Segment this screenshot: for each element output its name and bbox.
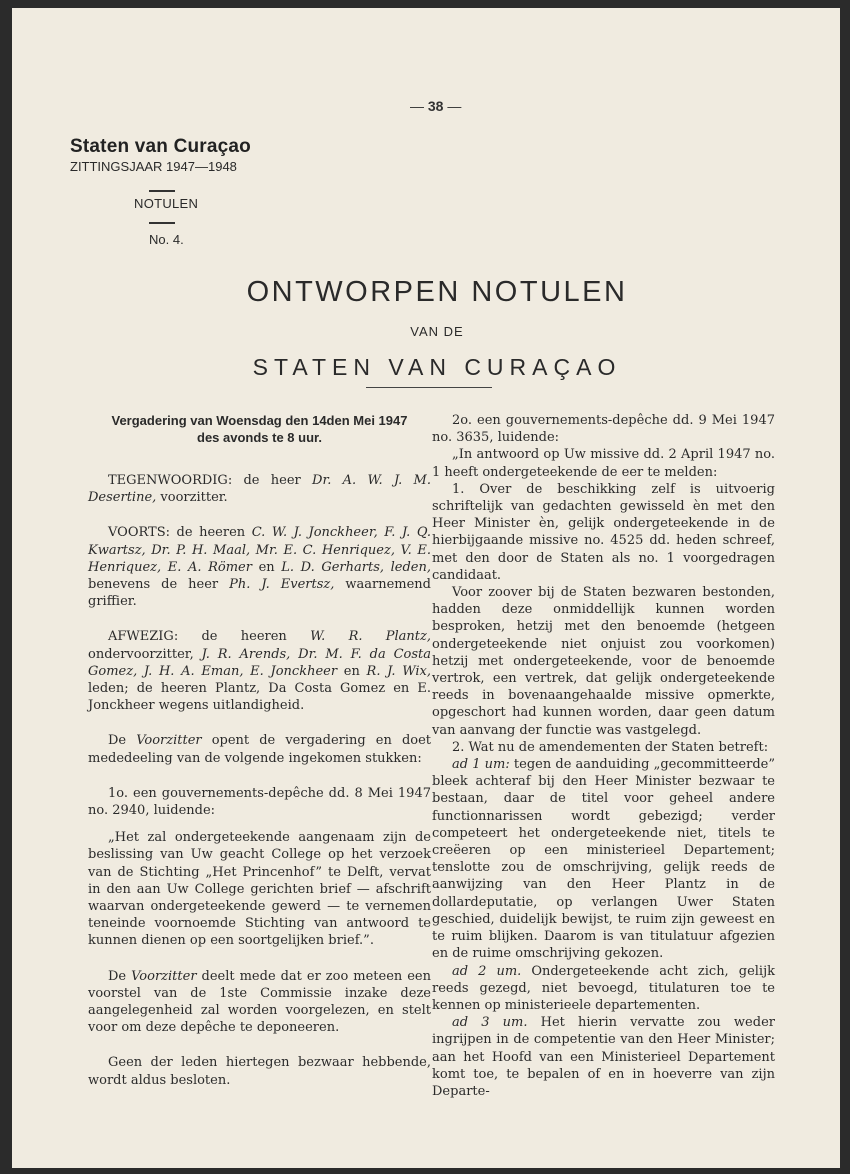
header-divider (149, 222, 175, 224)
issue-number: No. 4. (149, 232, 184, 247)
attendance-further: VOORTS: de heeren C. W. J. Jonckheer, F. J. Q. Kwartsz, Dr. P. H. Maal, Mr. E. C. Henriquez, V. E. Henriquez, E. A. Römer en L. D. Gerharts, leden, benevens de heer Ph. J. Evertsz, waarnemend griffier. (88, 525, 431, 610)
chair-proposal: De Voorzitter deelt mede dat er zoo meteen een voorstel van de 1ste Commissie inzake deze aangelegenheid zal worden voorgelezen, en stelt voor om deze depêche te deponeeren. (88, 968, 432, 1036)
title-underline (366, 387, 492, 388)
letter-paragraph: Voor zoover bij de Staten bezwaren bestonden, hadden deze onmiddellijk kunnen worden besproken, hetzij met den benoemde (hetgeen ondergeteekende niet onjuist zou voorkomen) hetzij met ondergeteekende, voor de benoemde vertrok, een vertrek, dat gelijk ondergeteekende reeds in bovenaangehaalde missive opmerkte, opgeschort had kunnen worden, daar geen datum van aanvang der functie was vastgelegd. (432, 585, 775, 738)
organization-title: STATEN VAN CURAÇAO (252, 354, 622, 380)
quoted-letter-2-opening: „In antwoord op Uw missive dd. 2 April 1947 no. 1 heeft ondergeteekende de eer te melden: (432, 447, 775, 480)
journal-title: Staten van Curaçao (70, 136, 251, 157)
attendance-absent: AFWEZIG: de heeren W. R. Plantz, ondervoorzitter, J. R. Arends, Dr. M. F. da Costa Gomez, J. H. A. Eman, E. Jonckheer en R. J. Wix, leden; de heeren Plantz, Da Costa Gomez en E. Jonckheer wegens uitlandigheid. (88, 629, 431, 714)
attendance-present: TEGENWOORDIG: de heer Dr. A. W. J. M. Desertine, voorzitter. (88, 473, 432, 506)
notulen-label: NOTULEN (134, 196, 199, 211)
document-page (12, 8, 840, 1168)
journal-header (70, 136, 270, 174)
letter-point-2: 2. Wat nu de amendementen der Staten betreft: (452, 739, 769, 755)
meeting-time: des avonds te 8 uur. (197, 430, 322, 445)
page-number: — 38 — (410, 98, 461, 114)
main-title: ONTWORPEN NOTULEN (246, 276, 628, 308)
right-column (432, 412, 775, 1100)
amendment-3: ad 3 um. Het hierin vervatte zou weder ingrijpen in de competentie van den Heer Minister; aan het Hoofd van een Ministerieel Departement komt toe, te bepalen of en in hoeverre van zijn Departe- (432, 1015, 775, 1099)
meeting-date: Vergadering van Woensdag den 14den Mei 1947 (111, 413, 408, 428)
header-divider (149, 190, 175, 192)
quoted-letter-1: „Het zal ondergeteekende aangenaam zijn de beslissing van Uw geacht College op het verzoek van de Stichting „Het Princenhof” te Delft, vervat in den aan Uw College gerichten brief — afschrift waarvan ondergeteekende gewerd — te vernemen teneinde voornoemde Stichting van antwoord te kunnen dienen op een soortgelijken brief.”. (88, 830, 431, 949)
meeting-heading (88, 412, 431, 446)
amendment-2: ad 2 um. Ondergeteekende acht zich, gelijk reeds gezegd, niet bevoegd, titulaturen toe te kennen op ministerieele departementen. (432, 963, 775, 1013)
chair-announcement: De Voorzitter opent de vergadering en doet mededeeling van de volgende ingekomen stukken: (88, 733, 432, 766)
session-year: ZITTINGSJAAR 1947—1948 (70, 159, 237, 174)
incoming-item-2: 2o. een gouvernements-depêche dd. 9 Mei 1947 no. 3635, luidende: (432, 413, 775, 446)
main-subtitle: VAN DE (410, 324, 464, 339)
amendment-1: ad 1 um: tegen de aanduiding „gecommitteerde” bleek achteraf bij den Heer Minister bezwaar te bestaan, daar de titel voor geheel andere functionnarissen wordt gebezigd; verder competeert het ondergeteekende niet, titels te creëeren op een ministerieel Departement; tenslotte zou de omschrijving, gelijk reeds de aanwijzing van den Heer Plantz in de dollardeputatie, op verlangen Uwer Staten geschied, duidelijk bewijst, te ruim zijn geweest en te ruim blijken. Daarom is van titulatuur afgezien en de ruime omschrijving gekozen. (432, 757, 775, 962)
decision: Geen der leden hiertegen bezwaar hebbende, wordt aldus besloten. (88, 1055, 431, 1088)
letter-point-1: 1. Over de beschikking zelf is uitvoerig schriftelijk van gedachten gewisseld èn met den Heer Minister èn, gelijk ondergeteekende in de hierbijgaande missive no. 4525 dd. heden schreef, met den door de Staten als no. 1 voorgedragen candidaat. (432, 481, 775, 583)
left-column (88, 412, 431, 1089)
incoming-item-1: 1o. een gouvernements-depêche dd. 8 Mei 1947 no. 2940, luidende: (88, 785, 431, 819)
